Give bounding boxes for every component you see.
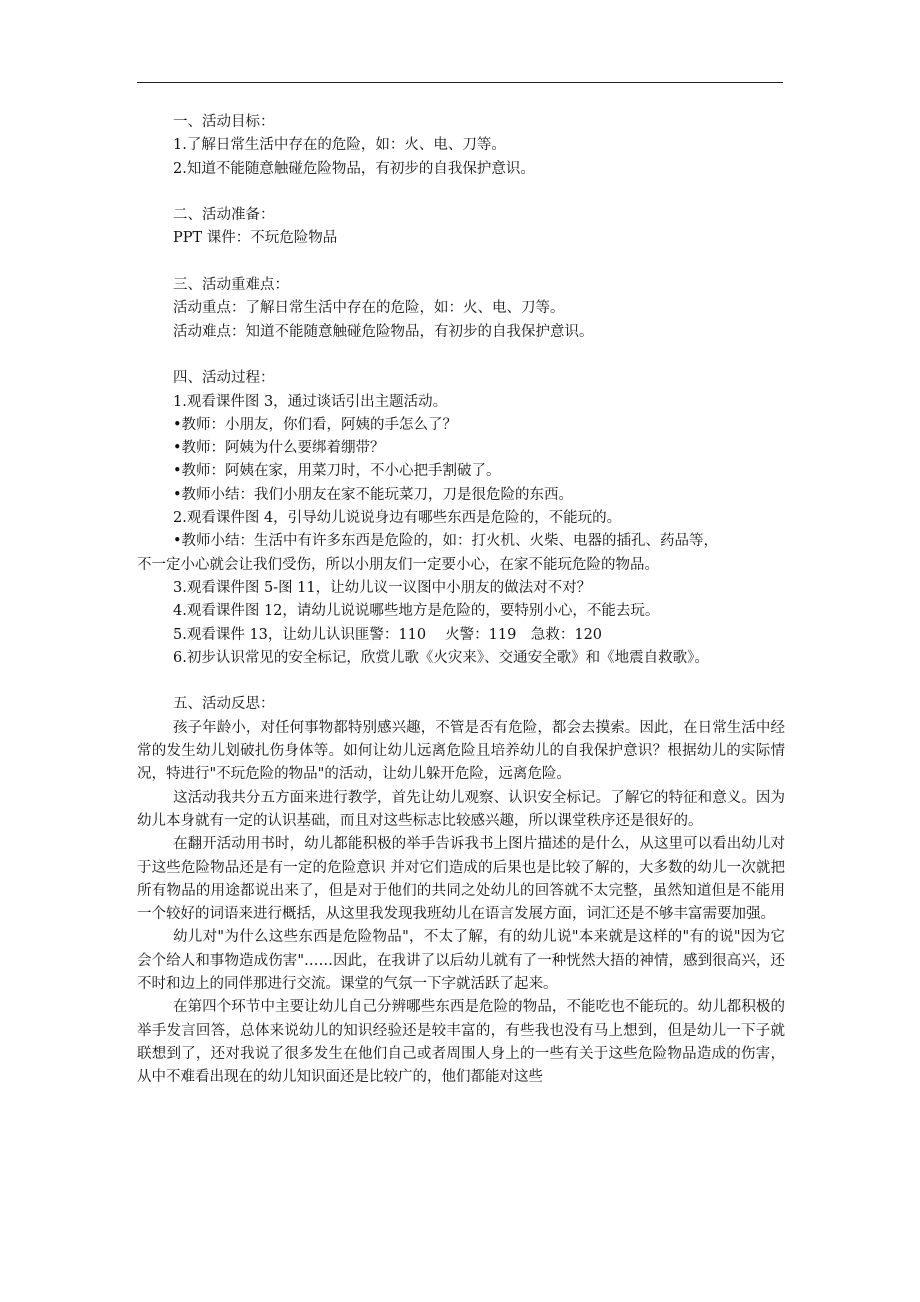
process-step: 1.观看课件图 3，通过谈话引出主题活动。 xyxy=(173,393,448,410)
reflection-paragraph: 在第四个环节中主要让幼儿自己分辨哪些东西是危险的物品，不能吃也不能玩的。幼儿都积极的举手发言回答，总体来说幼儿的知识经验还是较丰富的，有些我也没有马上想到，但是幼儿一下子就联想到了，还对我说了很多发生在他们自己或者周围人身上的一些有关于这些危险物品造成的伤害，从中不难看出现在的幼儿知识面还是比较广的，他们都能对这些 xyxy=(137,999,785,1086)
section-prep xyxy=(173,204,785,251)
keypoint-item: 活动重点：了解日常生活中存在的危险，如：火、电、刀等。 xyxy=(173,300,565,317)
reflection-paragraph: 孩子年龄小，对任何事物都特别感兴趣，不管是否有危险，都会去摸索。因此，在日常生活中经常的发生幼儿划破扎伤身体等。如何让幼儿远离危险且培养幼儿的自我保护意识？根据幼儿的实际情况，特进行"不玩危险的物品"的活动，让幼儿躲开危险，远离危险。 xyxy=(137,719,785,783)
process-bullet: •教师小结：我们小朋友在家不能玩菜刀，刀是很危险的东西。 xyxy=(173,486,574,503)
process-bullet: •教师：阿姨为什么要绑着绷带？ xyxy=(173,440,385,457)
process-step: 3.观看课件图 5-图 11，让幼儿议一议图中小朋友的做法对不对？ xyxy=(173,579,592,596)
section-heading: 一、活动目标： xyxy=(173,114,275,130)
keypoint-item: 活动难点：知道不能随意触碰危险物品，有初步的自我保护意识。 xyxy=(173,323,594,340)
section-heading: 五、活动反思： xyxy=(173,696,275,713)
reflection-paragraph: 这活动我共分五方面来进行教学，首先让幼儿观察、认识安全标记。了解它的特征和意义。因为幼儿本身就有一定的认识基础，而且对这些标志比较感兴趣，所以课堂秩序还是很好的。 xyxy=(137,789,785,829)
reflection-paragraph: 幼儿对"为什么这些东西是危险物品"，不太了解，有的幼儿说"本来就是这样的"有的说"因为它会个给人和事物造成伤害"……因此，在我讲了以后幼儿就有了一种恍然大捂的神情，感到很高兴，还不时和边上的同伴那进行交流。课堂的气氛一下字就活跃了起来。 xyxy=(137,929,785,992)
reflection-paragraph: 在翻开活动用书时，幼儿都能积极的举手告诉我书上图片描述的是什么，从这里可以看出幼儿对于这些危险物品还是有一定的危险意识 并对它们造成的后果也是比较了解的，大多数的幼儿一次就把所有物品的用途都说出来了，但是对于他们的共同之处幼儿的回答就不太完整，虽然知道但是不能用一个较好的词语来进行概括，从这里我发现我班幼儿在语言发展方面，词汇还是不够丰富需要加强。 xyxy=(137,836,785,923)
goal-item: 2.知道不能随意触碰危险物品，有初步的自我保护意识。 xyxy=(173,160,535,177)
section-reflection xyxy=(137,693,785,1089)
header-rule xyxy=(137,82,783,83)
section-heading: 二、活动准备： xyxy=(173,207,275,224)
process-step: 6.初步认识常见的安全标记，欣赏儿歌《火灾来》、交通安全歌》和《地震自救歌》。 xyxy=(173,649,709,666)
process-step: 4.观看课件图 12，请幼儿说说哪些地方是危险的，要特别小心，不能去玩。 xyxy=(173,603,660,620)
process-bullet: •教师小结：生活中有许多东西是危险的，如：打火机、火柴、电器的插孔、药品等， xyxy=(173,533,719,550)
process-bullet: •教师：阿姨在家，用菜刀时，不小心把手割破了。 xyxy=(173,463,501,480)
process-bullet: •教师：小朋友，你们看，阿姨的手怎么了？ xyxy=(173,416,458,433)
section-process xyxy=(137,367,785,670)
process-step: 5.观看课件 13，让幼儿认识匪警：110 火警：119 急救：120 xyxy=(173,626,603,643)
process-step: 2.观看课件图 4，引导幼儿说说身边有哪些东西是危险的，不能玩的。 xyxy=(173,510,622,527)
goal-item: 1.了解日常生活中存在的危险，如：火、电、刀等。 xyxy=(173,137,506,154)
section-heading: 三、活动重难点： xyxy=(173,277,289,294)
section-goals xyxy=(173,111,785,181)
section-keypoints xyxy=(173,274,785,344)
prep-item: PPT 课件：不玩危险物品 xyxy=(173,230,338,247)
process-bullet-continuation: 不一定小心就会让我们受伤，所以小朋友们一定要小心，在家不能玩危险的物品。 xyxy=(137,556,659,573)
document-body xyxy=(137,111,785,1089)
section-heading: 四、活动过程： xyxy=(173,370,275,387)
